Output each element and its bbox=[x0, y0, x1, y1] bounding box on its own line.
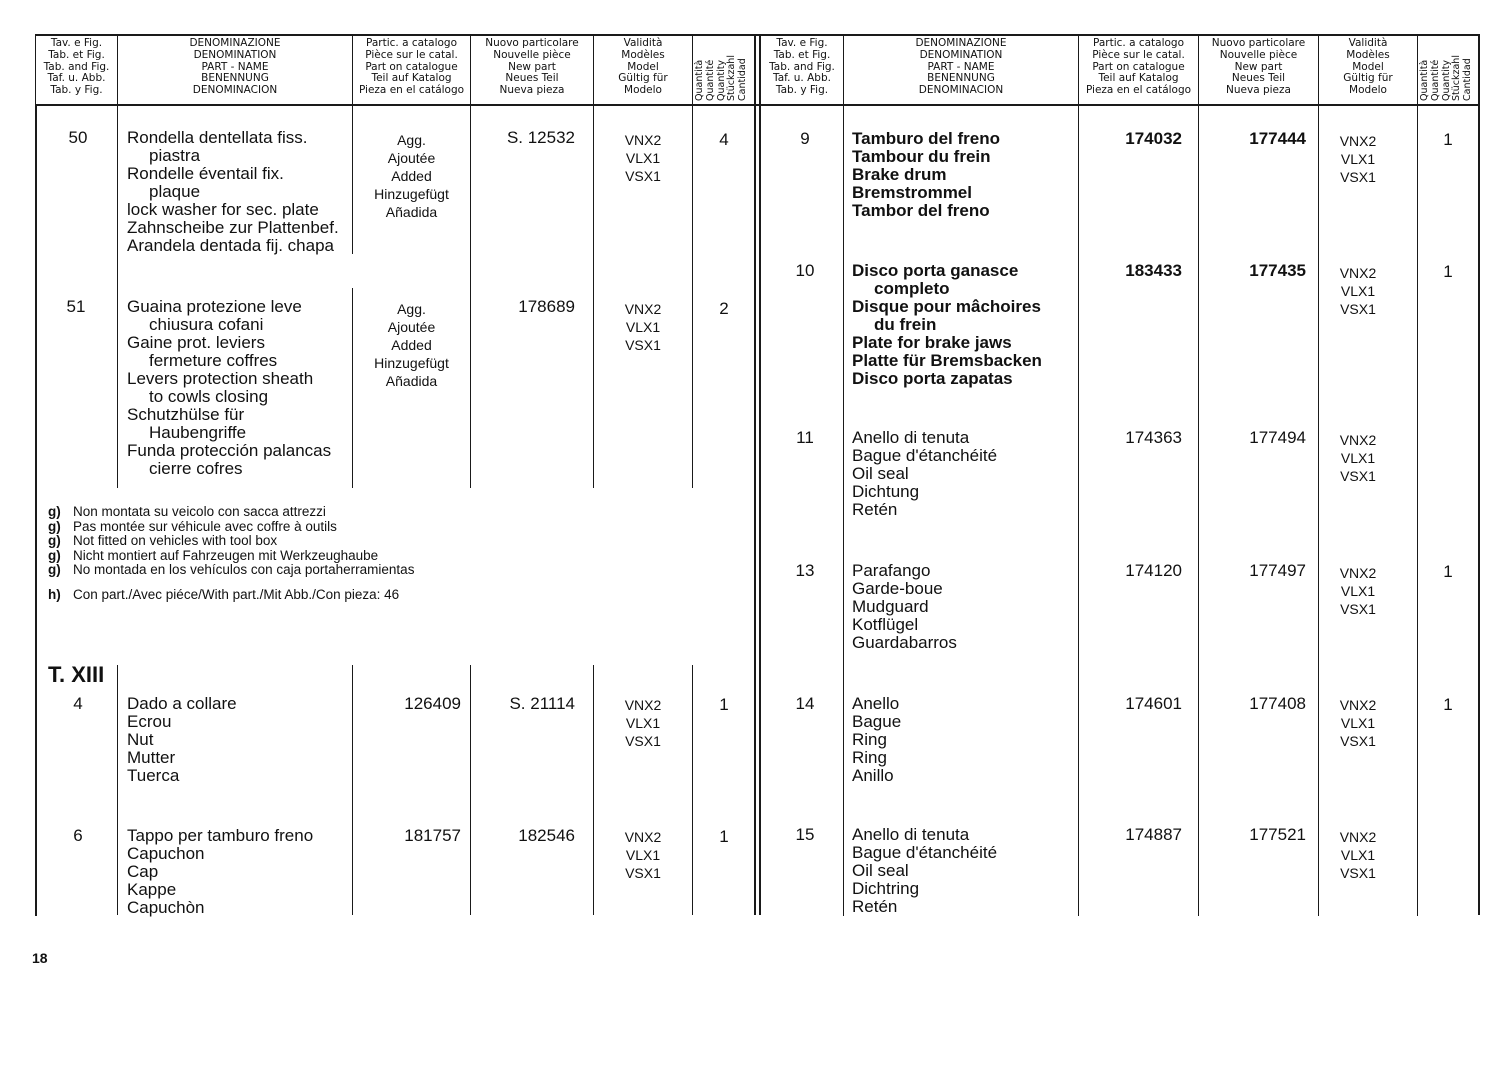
header-new-part bbox=[1199, 38, 1318, 104]
desc-line: Tambour du frein bbox=[852, 147, 991, 166]
header-text: PART - NAME bbox=[927, 60, 995, 73]
catalog-line: Ajoutée bbox=[387, 319, 436, 335]
validity-models bbox=[1319, 564, 1397, 618]
header-text: DENOMINATION bbox=[919, 48, 1003, 61]
new-part-number: 177494 bbox=[1249, 428, 1306, 447]
header-quantity bbox=[1420, 37, 1476, 101]
header-quantity-rotated bbox=[1420, 37, 1476, 101]
item-number: 13 bbox=[795, 561, 815, 580]
header-text: Quantité bbox=[1429, 59, 1441, 101]
catalog-line: Añadida bbox=[385, 373, 438, 389]
desc-line: Disco porta zapatas bbox=[852, 369, 1013, 388]
footnote-text: Nicht montiert auf Fahrzeugen mit Werkzeughaube bbox=[73, 547, 379, 563]
model-code: VNX2 bbox=[624, 697, 662, 713]
quantity: 1 bbox=[719, 695, 729, 714]
header-text: Quantité bbox=[704, 59, 716, 101]
desc-line: Kappe bbox=[127, 880, 177, 899]
header-text: DENOMINATION bbox=[193, 48, 277, 61]
center-double-line bbox=[754, 35, 756, 915]
desc-line: Anillo bbox=[852, 766, 894, 785]
item-number: 11 bbox=[796, 428, 814, 447]
validity-models bbox=[1319, 132, 1397, 186]
header-text: PART - NAME bbox=[201, 60, 269, 73]
header-text: Pièce sur le catal. bbox=[1092, 48, 1185, 61]
desc-line: Tambor del freno bbox=[852, 201, 990, 220]
catalog-part-number: 174887 bbox=[1125, 825, 1182, 844]
desc-line: to cowls closing bbox=[149, 387, 269, 406]
header-text: Nueva pieza bbox=[1226, 84, 1291, 97]
footnote-g bbox=[48, 505, 414, 520]
header-validity bbox=[594, 38, 692, 104]
header-quantity-rotated bbox=[695, 37, 751, 101]
model-code: VSX1 bbox=[1340, 301, 1376, 317]
item-number: 4 bbox=[73, 694, 83, 713]
new-part-number: S. 12532 bbox=[506, 128, 575, 147]
desc-line: Platte für Bremsbacken bbox=[852, 351, 1042, 370]
desc-line: Rondella dentellata fiss. bbox=[127, 128, 308, 147]
validity-models bbox=[1319, 431, 1397, 485]
header-catalog bbox=[1079, 38, 1198, 104]
new-part-number: 177444 bbox=[1249, 129, 1306, 148]
header-text: Modèles bbox=[1346, 48, 1390, 61]
desc-line: cierre cofres bbox=[149, 459, 243, 478]
header-text: Taf. u. Abb. bbox=[47, 72, 106, 85]
header-text: Tav. e Fig. bbox=[776, 37, 828, 49]
validity-models bbox=[594, 696, 692, 750]
model-code: VSX1 bbox=[625, 865, 661, 881]
desc-line: plaque bbox=[149, 182, 201, 201]
footnote-text: Con part./Avec piéce/With part./Mit Abb./Con pieza: 46 bbox=[73, 586, 400, 602]
model-code: VSX1 bbox=[625, 733, 661, 749]
new-part-number: 177521 bbox=[1249, 825, 1306, 844]
footnote-label: h) bbox=[48, 586, 61, 602]
desc-line: Anello bbox=[852, 694, 900, 713]
center-double-line bbox=[759, 35, 761, 915]
desc-line: Disco porta ganasce bbox=[852, 261, 1019, 280]
part-description bbox=[852, 826, 997, 916]
item-number: 10 bbox=[795, 261, 815, 280]
header-text: DENOMINAZIONE bbox=[915, 37, 1007, 49]
desc-line: Guaina protezione leve bbox=[127, 297, 302, 316]
item-number: 14 bbox=[795, 694, 815, 713]
header-text: Stückzahl bbox=[726, 55, 738, 101]
quantity: 4 bbox=[719, 130, 729, 149]
validity-models bbox=[594, 300, 692, 354]
header-text: Tab. et Fig. bbox=[773, 48, 831, 61]
desc-line: Bremstrommel bbox=[852, 183, 972, 202]
header-text: Quantità bbox=[694, 59, 705, 101]
header-text: Tab. and Fig. bbox=[769, 60, 835, 73]
desc-line: Tuerca bbox=[127, 766, 180, 785]
model-code: VNX2 bbox=[1339, 133, 1377, 149]
header-text: Cantidad bbox=[1462, 58, 1474, 101]
header-text: Modelo bbox=[624, 84, 662, 97]
divider bbox=[117, 106, 118, 488]
model-code: VSX1 bbox=[625, 168, 661, 184]
model-code: VSX1 bbox=[1340, 733, 1376, 749]
model-code: VSX1 bbox=[625, 337, 661, 353]
header-text: Nouvelle pièce bbox=[493, 48, 571, 61]
desc-line: Guardabarros bbox=[852, 633, 957, 652]
right-border bbox=[1478, 35, 1480, 915]
footnote-h bbox=[48, 588, 414, 603]
catalog-line: Added bbox=[391, 168, 432, 184]
model-code: VNX2 bbox=[624, 829, 662, 845]
model-code: VLX1 bbox=[625, 715, 661, 731]
desc-line: Dichtring bbox=[852, 879, 920, 898]
desc-line: du frein bbox=[874, 315, 937, 334]
header-text: Quantity bbox=[715, 59, 727, 101]
footnote-text: Non montata su veicolo con sacca attrezzi bbox=[73, 504, 326, 519]
model-code: VLX1 bbox=[625, 150, 661, 166]
desc-line: Capuchòn bbox=[127, 898, 205, 917]
catalog-line: Agg. bbox=[397, 301, 426, 317]
model-code: VNX2 bbox=[624, 301, 662, 317]
header-text: Validità bbox=[1348, 37, 1388, 49]
new-part-number: 177435 bbox=[1249, 261, 1306, 280]
model-code: VLX1 bbox=[1340, 450, 1376, 466]
desc-line: fermeture coffres bbox=[149, 351, 278, 370]
part-description bbox=[852, 429, 997, 519]
desc-line: Anello di tenuta bbox=[852, 825, 970, 844]
part-description bbox=[127, 695, 237, 785]
new-part-number: 177497 bbox=[1249, 561, 1306, 580]
footnote-label: g) bbox=[48, 504, 61, 519]
desc-line: Retén bbox=[852, 500, 898, 519]
footnote-label: g) bbox=[48, 518, 61, 534]
desc-line: piastra bbox=[149, 146, 201, 165]
header-text: Neues Teil bbox=[1231, 72, 1286, 85]
item-number: 50 bbox=[68, 128, 88, 147]
desc-line: Bague d'étanchéité bbox=[852, 446, 998, 465]
header-text: DENOMINAZIONE bbox=[189, 37, 281, 49]
desc-line: Funda protección palancas bbox=[127, 441, 332, 460]
footnote-g bbox=[48, 549, 414, 564]
model-code: VLX1 bbox=[625, 319, 661, 335]
header-text: Nuovo particolare bbox=[485, 37, 579, 49]
divider bbox=[1417, 35, 1418, 105]
catalog-line: Agg. bbox=[397, 132, 426, 148]
desc-line: Ring bbox=[852, 748, 887, 767]
desc-line: Bague d'étanchéité bbox=[852, 843, 998, 862]
header-quantity bbox=[695, 37, 751, 101]
model-code: VSX1 bbox=[1340, 601, 1376, 617]
header-text: Pieza en el catálogo bbox=[358, 84, 465, 97]
model-code: VNX2 bbox=[1339, 697, 1377, 713]
footnote-g bbox=[48, 563, 414, 578]
model-code: VLX1 bbox=[1340, 715, 1376, 731]
desc-line: Tamburo del freno bbox=[852, 129, 1000, 148]
header-text: BENENNUNG bbox=[927, 72, 995, 85]
footnote-label: g) bbox=[48, 547, 61, 563]
desc-line: Zahnscheibe zur Plattenbef. bbox=[127, 218, 339, 237]
footnote-g bbox=[48, 534, 414, 549]
footnote-text: Pas montée sur véhicule avec coffre à outils bbox=[73, 518, 337, 534]
model-code: VSX1 bbox=[1340, 169, 1376, 185]
desc-line: Bague bbox=[852, 712, 902, 731]
model-code: VNX2 bbox=[1339, 265, 1377, 281]
catalog-line: Hinzugefügt bbox=[374, 186, 449, 202]
header-text: Pieza en el catálogo bbox=[1085, 84, 1192, 97]
section-heading: T. XIII bbox=[48, 662, 105, 687]
desc-line: Mudguard bbox=[852, 597, 929, 616]
part-description bbox=[852, 130, 1000, 220]
quantity: 1 bbox=[1443, 562, 1453, 581]
catalog-part-number: 181757 bbox=[404, 826, 461, 845]
catalog-part-number: 174032 bbox=[1125, 129, 1182, 148]
header-text: Gültig für bbox=[1343, 72, 1393, 85]
header-text: Modèles bbox=[621, 48, 665, 61]
item-number: 51 bbox=[66, 297, 86, 316]
part-description bbox=[852, 695, 901, 785]
header-bottom-border bbox=[35, 104, 1480, 106]
model-code: VLX1 bbox=[1340, 847, 1376, 863]
desc-line: Nut bbox=[127, 730, 154, 749]
catalog-part-number: 174120 bbox=[1125, 561, 1182, 580]
divider bbox=[692, 106, 693, 488]
divider bbox=[843, 106, 844, 916]
part-description bbox=[852, 562, 957, 652]
header-text: Stückzahl bbox=[1451, 55, 1463, 101]
divider bbox=[1318, 106, 1319, 916]
desc-line: Retén bbox=[852, 897, 898, 916]
header-text: Quantità bbox=[1419, 59, 1430, 101]
desc-line: Ecrou bbox=[127, 712, 172, 731]
model-code: VNX2 bbox=[1339, 565, 1377, 581]
header-text: Tab. and Fig. bbox=[43, 60, 110, 73]
desc-line: Oil seal bbox=[852, 464, 909, 483]
model-code: VSX1 bbox=[1340, 865, 1376, 881]
header-text: Tab. et Fig. bbox=[48, 48, 105, 61]
catalog-part bbox=[353, 131, 470, 221]
quantity: 1 bbox=[1443, 130, 1453, 149]
header-text: Modelo bbox=[1349, 84, 1387, 97]
divider bbox=[692, 35, 693, 105]
catalog-part-number: 183433 bbox=[1125, 261, 1182, 280]
header-part-name bbox=[118, 38, 352, 104]
catalog-line: Añadida bbox=[385, 204, 438, 220]
desc-line: Disque pour mâchoires bbox=[852, 297, 1041, 316]
desc-line: Ring bbox=[852, 730, 887, 749]
left-border bbox=[35, 106, 37, 916]
catalog-line: Hinzugefügt bbox=[374, 355, 449, 371]
catalog-line: Added bbox=[391, 337, 432, 353]
desc-line: lock washer for sec. plate bbox=[127, 200, 319, 219]
part-description bbox=[127, 129, 339, 255]
desc-line: Garde-boue bbox=[852, 579, 943, 598]
item-number: 15 bbox=[795, 825, 815, 844]
part-description bbox=[852, 262, 1042, 388]
header-table-fig bbox=[761, 38, 843, 104]
footnote-text: No montada en los vehículos con caja portaherramientas bbox=[73, 562, 415, 578]
desc-line: Rondelle éventail fix. bbox=[127, 164, 284, 183]
new-part-number: S. 21114 bbox=[509, 694, 575, 713]
quantity: 2 bbox=[719, 299, 729, 318]
desc-line: Arandela dentada fij. chapa bbox=[127, 236, 334, 255]
header-text: New part bbox=[508, 60, 556, 73]
header-new-part bbox=[471, 38, 593, 104]
desc-line: Gaine prot. leviers bbox=[127, 333, 265, 352]
header-text: Nuovo particolare bbox=[1211, 37, 1306, 49]
desc-line: Mutter bbox=[127, 748, 176, 767]
desc-line: Schutzhülse für bbox=[127, 405, 245, 424]
validity-models bbox=[1319, 264, 1397, 318]
header-text: Cantidad bbox=[737, 58, 749, 101]
footnote-label: g) bbox=[48, 562, 61, 578]
model-code: VLX1 bbox=[1340, 151, 1376, 167]
quantity: 1 bbox=[1443, 695, 1453, 714]
header-text: DENOMINACION bbox=[192, 84, 278, 97]
new-part-number: 177408 bbox=[1249, 694, 1306, 713]
desc-line: Cap bbox=[127, 862, 159, 881]
header-text: DENOMINACION bbox=[918, 84, 1004, 97]
header-text: Nueva pieza bbox=[499, 84, 565, 97]
header-validity bbox=[1319, 38, 1417, 104]
desc-line: Dado a collare bbox=[127, 694, 237, 713]
header-text: Part on catalogue bbox=[1092, 60, 1185, 73]
desc-line: chiusura cofani bbox=[149, 315, 264, 334]
header-text: Taf. u. Abb. bbox=[773, 72, 831, 85]
catalog-part-number: 126409 bbox=[404, 694, 461, 713]
desc-line: Kotflügel bbox=[852, 615, 919, 634]
header-text: Pièce sur le catal. bbox=[365, 48, 458, 61]
header-part-name bbox=[844, 38, 1078, 104]
footnote-label: g) bbox=[48, 533, 61, 549]
validity-models bbox=[1319, 828, 1397, 882]
model-code: VLX1 bbox=[1340, 583, 1376, 599]
model-code: VLX1 bbox=[1340, 283, 1376, 299]
quantity: 1 bbox=[719, 827, 729, 846]
quantity: 1 bbox=[1443, 262, 1453, 281]
desc-line: Dichtung bbox=[852, 482, 920, 501]
desc-line: Oil seal bbox=[852, 861, 909, 880]
header-text: Partic. a catalogo bbox=[365, 37, 458, 49]
validity-models bbox=[594, 131, 692, 185]
header-text: Tav. e Fig. bbox=[50, 37, 103, 49]
catalog-part-number: 174601 bbox=[1125, 694, 1182, 713]
item-number: 6 bbox=[73, 826, 83, 845]
header-table-fig bbox=[36, 38, 117, 104]
validity-models bbox=[594, 828, 692, 882]
item-number: 9 bbox=[800, 129, 810, 148]
header-text: Part on catalogue bbox=[365, 60, 458, 73]
desc-line: Tappo per tamburo freno bbox=[127, 826, 314, 845]
desc-line: Plate for brake jaws bbox=[852, 333, 1012, 352]
header-text: Partic. a catalogo bbox=[1092, 37, 1185, 49]
header-text: Tab. y Fig. bbox=[50, 84, 103, 97]
part-description bbox=[127, 298, 331, 478]
footnotes bbox=[48, 505, 414, 603]
new-part-number: 178689 bbox=[518, 297, 575, 316]
header-text: Quantity bbox=[1440, 59, 1452, 101]
validity-models bbox=[1319, 696, 1397, 750]
desc-line: Anello di tenuta bbox=[852, 428, 970, 447]
model-code: VNX2 bbox=[1339, 829, 1377, 845]
footnote-g bbox=[48, 520, 414, 535]
catalog-part bbox=[353, 300, 470, 390]
header-text: Tab. y Fig. bbox=[775, 84, 829, 97]
footnote-text: Not fitted on vehicles with tool box bbox=[73, 533, 278, 549]
header-text: Neues Teil bbox=[505, 72, 559, 85]
header-text: Nouvelle pièce bbox=[1219, 48, 1298, 61]
divider bbox=[1078, 106, 1079, 916]
top-border bbox=[35, 34, 1480, 36]
desc-line: Brake drum bbox=[852, 165, 947, 184]
divider bbox=[1198, 106, 1199, 916]
header-text: BENENNUNG bbox=[201, 72, 269, 85]
header-text: Model bbox=[627, 60, 659, 73]
model-code: VNX2 bbox=[624, 132, 662, 148]
new-part-number: 182546 bbox=[518, 826, 575, 845]
header-text: Validità bbox=[623, 37, 663, 49]
header-text: New part bbox=[1234, 60, 1283, 73]
divider bbox=[1417, 106, 1418, 916]
header-text: Teil auf Katalog bbox=[1098, 72, 1179, 85]
model-code: VNX2 bbox=[1339, 432, 1377, 448]
desc-line: Capuchon bbox=[127, 844, 205, 863]
header-text: Model bbox=[1352, 60, 1384, 73]
catalog-line: Ajoutée bbox=[387, 150, 436, 166]
desc-line: completo bbox=[874, 279, 950, 298]
model-code: VSX1 bbox=[1340, 468, 1376, 484]
part-description bbox=[127, 827, 313, 917]
header-text: Teil auf Katalog bbox=[371, 72, 452, 85]
header-catalog bbox=[353, 38, 470, 104]
page-number: 18 bbox=[32, 950, 48, 966]
model-code: VLX1 bbox=[625, 847, 661, 863]
desc-line: Haubengriffe bbox=[149, 423, 247, 442]
catalog-part-number: 174363 bbox=[1125, 428, 1182, 447]
header-text: Gültig für bbox=[618, 72, 668, 85]
desc-line: Levers protection sheath bbox=[127, 369, 314, 388]
desc-line: Parafango bbox=[852, 561, 931, 580]
